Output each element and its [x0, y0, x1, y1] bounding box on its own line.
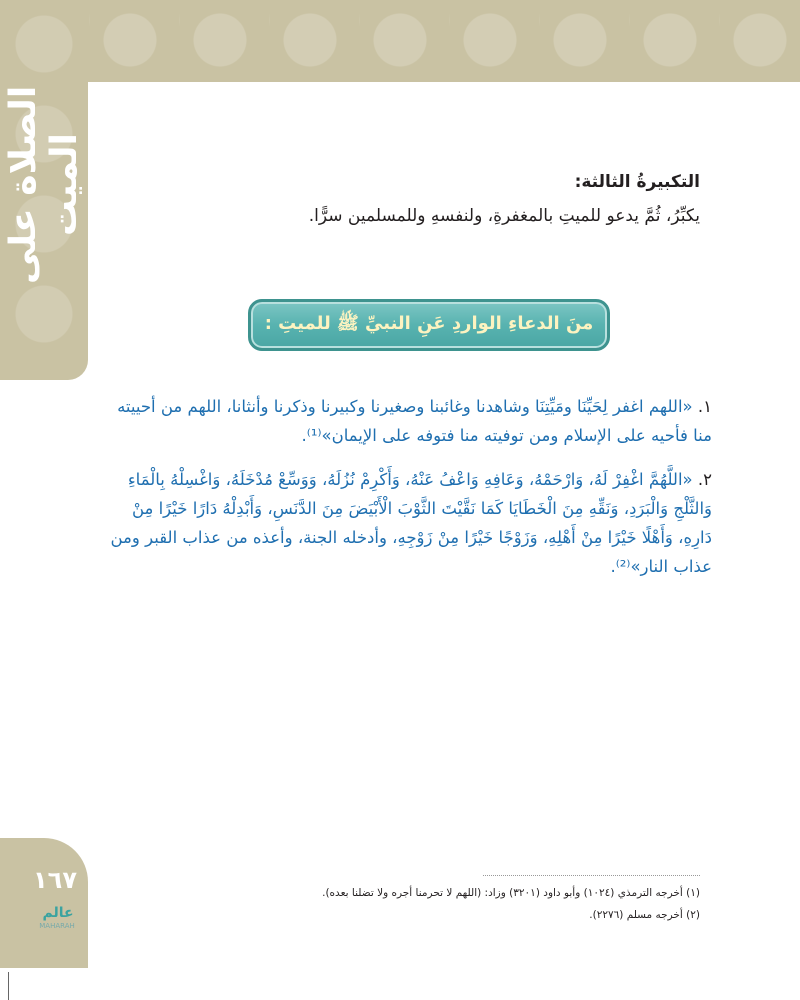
- page-number: ١٦٧: [33, 866, 77, 894]
- dua-number: ٢.: [697, 470, 712, 489]
- dua-item: [100, 392, 712, 450]
- banner-title: منَ الدعاءِ الواردِ عَنِ النبيِّ ﷺ للميتِ :: [264, 313, 594, 334]
- corner-curve: [88, 82, 148, 142]
- publisher-logo-subtitle: MAHARAH: [39, 922, 75, 930]
- footnote-1: (١) أخرجه الترمذي (١٠٢٤) وأبو داود (٣٢٠١) وزاد: (اللهم لا تحرمنا أجره ولا تضلنا بعده).: [322, 887, 700, 899]
- section-heading: التكبيرةُ الثالثة:: [574, 172, 700, 192]
- footnote-2: (٢) أخرجه مسلم (٢٢٧٦).: [589, 909, 700, 921]
- dua-item: [100, 465, 712, 581]
- footnotes: [140, 882, 700, 926]
- crop-mark: [8, 972, 9, 1000]
- dua-text: «اللَّهُمَّ اغْفِرْ لَهُ، وَارْحَمْهُ، وَعَافِهِ وَاعْفُ عَنْهُ، وَأَكْرِمْ نُزُلَهُ، وَوَسِّعْ مُدْخَلَهُ، وَاغْسِلْهُ بِالْمَاءِ وَالثَّلْجِ وَالْبَرَدِ، وَنَقِّهِ مِنَ الْخَطَايَا كَمَا نَقَّيْتَ الثَّوْبَ الْأَبْيَضَ مِنَ الدَّنَسِ، وَأَبْدِلْهُ دَارًا خَيْرًا مِنْ دَارِهِ، وَأَهْلًا خَيْرًا مِنْ أَهْلِهِ، وَزَوْجًا خَيْرًا مِنْ زَوْجِهِ، وأدخله الجنة، وأعذه من عذاب القبر ومن عذاب النار»⁽²⁾.: [110, 470, 712, 576]
- chapter-side-band-end: [0, 360, 88, 380]
- dua-banner: [248, 299, 610, 351]
- publisher-logo: عالم: [42, 905, 74, 921]
- dua-text: «اللهم اغفر لِحَيِّنَا ومَيِّتِنَا وشاهدنا وغائبنا وصغيرنا وكبيرنا وذكرنا وأنثانا، اللهم من أحييته منا فأحيه على الإسلام ومن توفيته منا فتوفه على الإيمان»⁽¹⁾.: [117, 397, 712, 445]
- dua-number: ١.: [697, 397, 712, 416]
- chapter-title: الصلاة على الميت: [3, 85, 85, 285]
- section-body: يكبِّرُ، ثُمَّ يدعو للميتِ بالمغفرةِ، ولنفسهِ وللمسلمين سرًّا.: [308, 206, 700, 226]
- page-number-badge: [0, 838, 88, 968]
- header-band: [0, 0, 800, 82]
- footnote-separator: [483, 875, 700, 877]
